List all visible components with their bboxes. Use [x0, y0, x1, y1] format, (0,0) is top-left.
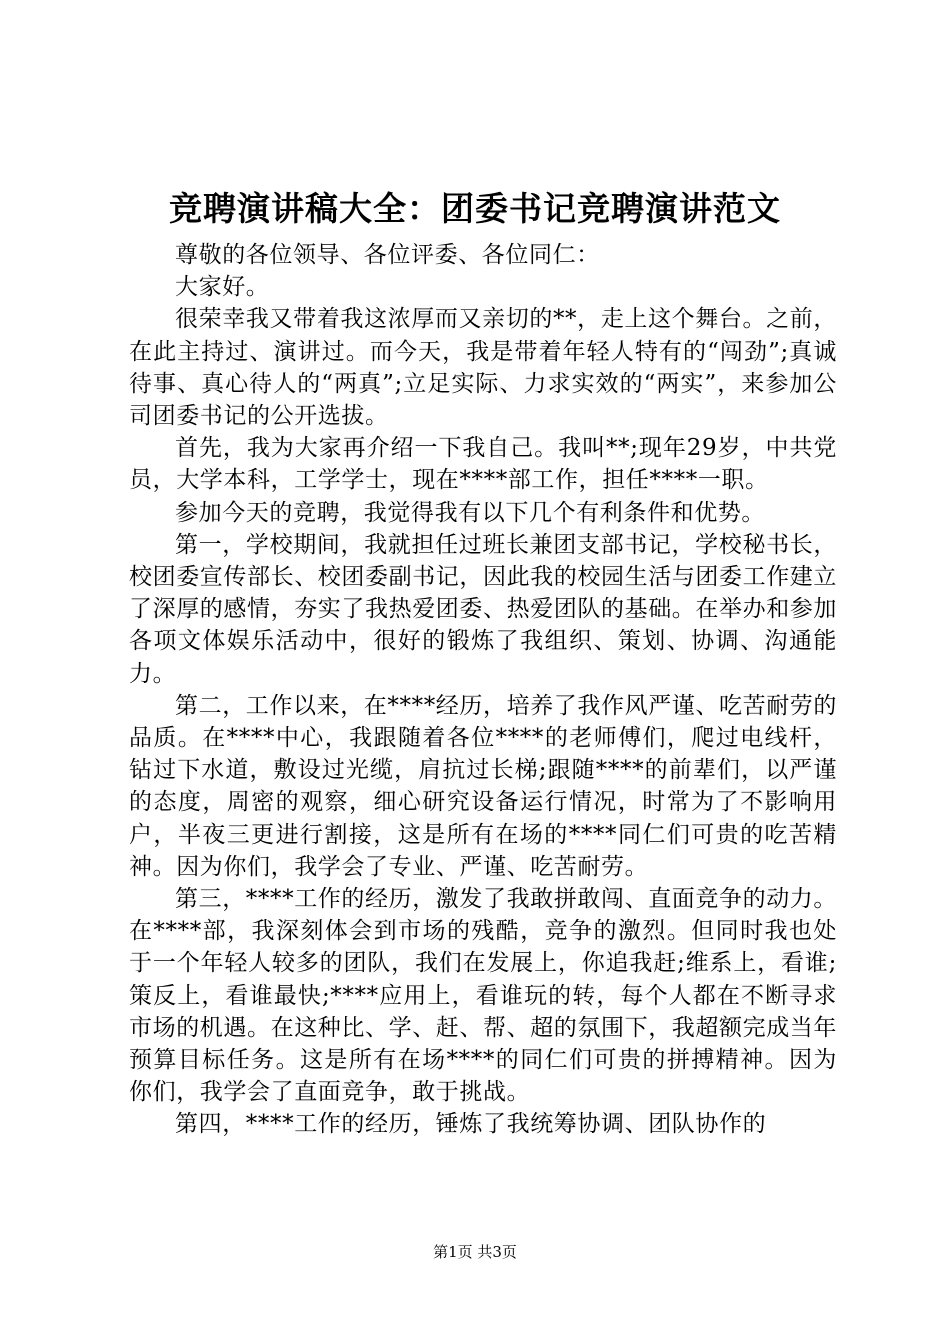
- paragraph-first-point: 第一，学校期间，我就担任过班长兼团支部书记，学校秘书长，校团委宣传部长、校团委副书记，因此我的校园生活与团委工作建立了深厚的感情，夯实了我热爱团委、热爱团队的基础。在举办和参加各项文体娱乐活动中，很好的锻炼了我组织、策划、协调、沟通能力。: [129, 531, 837, 687]
- paragraph-greeting: 大家好。: [175, 274, 270, 301]
- paragraph-intro: 很荣幸我又带着我这浓厚而又亲切的**，走上这个舞台。之前，在此主持过、演讲过。而今天，我是带着年轻人特有的“闯劲”;真诚待事、真心待人的“两真”;立足实际、力求实效的“两实”，来参加公司团委书记的公开选拔。: [129, 306, 837, 430]
- paragraph-self-introduction: 首先，我为大家再介绍一下我自己。我叫**;现年29岁，中共党员，大学本科，工学学士，现在****部工作，担任****一职。: [129, 435, 837, 494]
- paragraph-second-point: 第二，工作以来，在****经历，培养了我作风严谨、吃苦耐劳的品质。在****中心，我跟随着各位****的老师傅们，爬过电线杆，钻过下水道，敷设过光缆，肩抗过长梯;跟随****的前辈们，以严谨的态度，周密的观察，细心研究设备运行情况，时常为了不影响用户，半夜三更进行割接，这是所有在场的****同仁们可贵的吃苦精神。因为你们，我学会了专业、严谨、吃苦耐劳。: [129, 692, 837, 880]
- page-number-footer: 第1页 共3页: [433, 1243, 517, 1261]
- paragraph-fourth-point: 第四，****工作的经历，锤炼了我统筹协调、团队协作的: [175, 1111, 767, 1138]
- paragraph-third-point: 第三，****工作的经历，激发了我敢拼敢闯、直面竞争的动力。在****部，我深刻体会到市场的残酷，竞争的激烈。但同时我也处于一个年轻人较多的团队，我们在发展上，你追我赶;维系上，看谁;策反上，看谁最快;****应用上，看谁玩的转，每个人都在不断寻求市场的机遇。在这种比、学、赶、帮、超的氛围下，我超额完成当年预算目标任务。这是所有在场****的同仁们可贵的拼搏精神。因为你们，我学会了直面竞争，敢于挑战。: [129, 886, 837, 1106]
- paragraph-advantages: 参加今天的竞聘，我觉得我有以下几个有利条件和优势。: [175, 499, 765, 526]
- document-body: [129, 239, 837, 1141]
- document-title: 竞聘演讲稿大全：团委书记竞聘演讲范文: [169, 189, 781, 228]
- paragraph-salutation: 尊敬的各位领导、各位评委、各位同仁：: [175, 242, 600, 268]
